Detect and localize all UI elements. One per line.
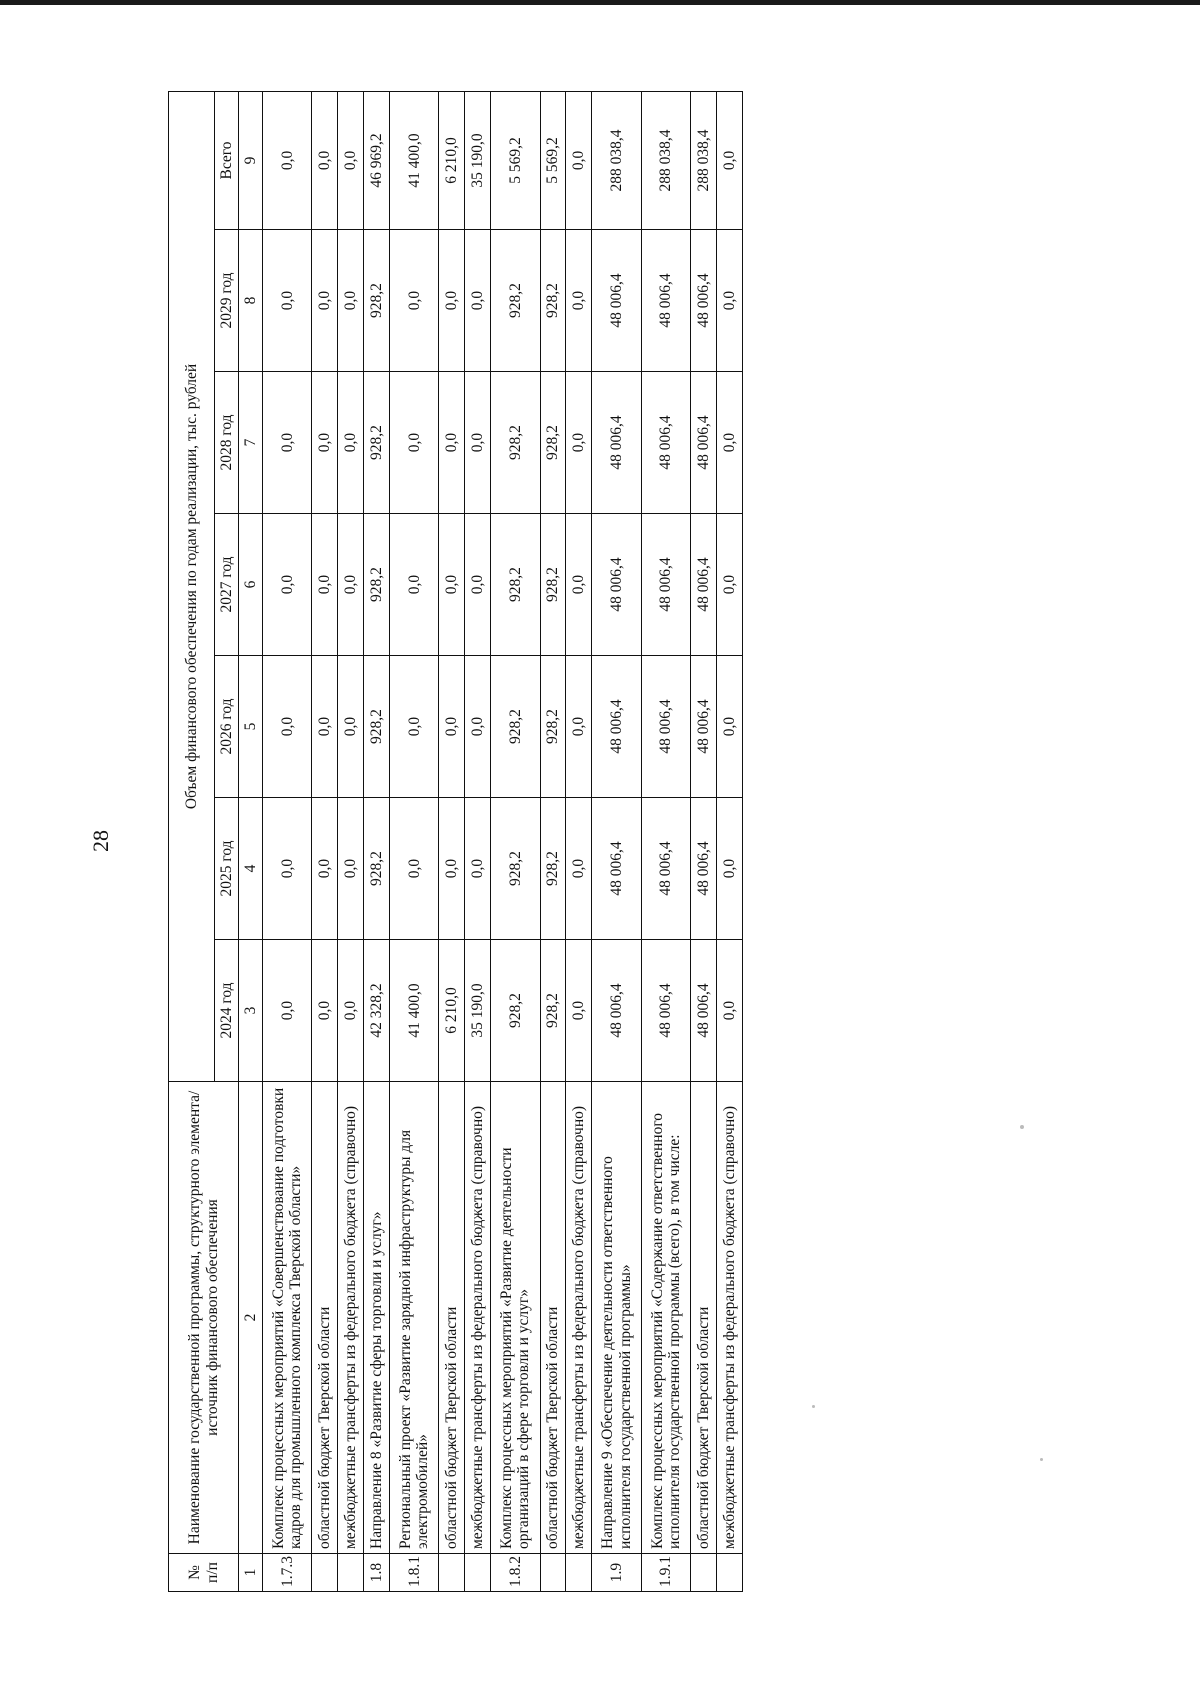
header-year: 2025 год	[215, 798, 239, 940]
row-name: областной бюджет Тверской области	[691, 1082, 717, 1554]
column-index: 4	[239, 798, 263, 940]
row-value: 928,2	[491, 230, 540, 372]
table-row	[364, 91, 390, 1591]
financing-table-container	[168, 92, 743, 1592]
table-row	[312, 91, 338, 1591]
row-value: 0,0	[465, 798, 491, 940]
header-total: Всего	[215, 91, 239, 229]
row-total: 35 190,0	[465, 91, 491, 229]
row-value: 0,0	[390, 230, 439, 372]
row-value: 0,0	[312, 514, 338, 656]
row-number	[439, 1554, 465, 1592]
row-value: 0,0	[263, 514, 312, 656]
table-row	[592, 91, 641, 1591]
row-value: 928,2	[540, 230, 566, 372]
row-value: 0,0	[338, 372, 364, 514]
column-index: 8	[239, 230, 263, 372]
table-row	[691, 91, 717, 1591]
row-value: 48 006,4	[641, 372, 690, 514]
row-name: областной бюджет Тверской области	[439, 1082, 465, 1554]
row-total: 5 569,2	[540, 91, 566, 229]
row-value: 48 006,4	[691, 230, 717, 372]
row-value: 928,2	[491, 656, 540, 798]
row-value: 0,0	[312, 798, 338, 940]
row-value: 48 006,4	[641, 940, 690, 1082]
row-total: 0,0	[566, 91, 592, 229]
header-year: 2027 год	[215, 514, 239, 656]
row-value: 0,0	[338, 940, 364, 1082]
row-value: 48 006,4	[592, 656, 641, 798]
row-value: 6 210,0	[439, 940, 465, 1082]
row-value: 0,0	[566, 656, 592, 798]
row-total: 0,0	[338, 91, 364, 229]
row-number: 1.7.3	[263, 1554, 312, 1592]
row-value: 928,2	[491, 372, 540, 514]
page-number: 28	[88, 830, 113, 852]
row-value: 928,2	[540, 372, 566, 514]
row-value: 0,0	[566, 230, 592, 372]
header-name: Наименование государственной программы, структурного элемента/источник финансового обеспечения	[169, 1082, 239, 1554]
table-row	[491, 91, 540, 1591]
row-value: 928,2	[540, 798, 566, 940]
row-value: 928,2	[540, 514, 566, 656]
row-number: 1.8	[364, 1554, 390, 1592]
row-value: 0,0	[439, 372, 465, 514]
row-value: 928,2	[540, 940, 566, 1082]
row-value: 928,2	[491, 940, 540, 1082]
row-value: 0,0	[465, 656, 491, 798]
row-value: 48 006,4	[592, 230, 641, 372]
row-value: 0,0	[390, 798, 439, 940]
row-value: 0,0	[566, 372, 592, 514]
row-value: 0,0	[465, 514, 491, 656]
row-value: 0,0	[439, 798, 465, 940]
row-value: 48 006,4	[592, 798, 641, 940]
row-value: 0,0	[465, 230, 491, 372]
row-name: Региональный проект «Развитие зарядной инфраструктуры для электромобилей»	[390, 1082, 439, 1554]
row-number	[717, 1554, 743, 1592]
row-total: 0,0	[312, 91, 338, 229]
column-index: 5	[239, 656, 263, 798]
scan-speck	[812, 1405, 815, 1408]
row-total: 288 038,4	[691, 91, 717, 229]
row-value: 0,0	[439, 656, 465, 798]
row-value: 48 006,4	[592, 940, 641, 1082]
row-value: 0,0	[312, 656, 338, 798]
column-index: 3	[239, 940, 263, 1082]
table-row	[338, 91, 364, 1591]
row-number: 1.8.1	[390, 1554, 439, 1592]
row-value: 0,0	[338, 798, 364, 940]
header-year: 2026 год	[215, 656, 239, 798]
row-number	[465, 1554, 491, 1592]
row-value: 0,0	[566, 940, 592, 1082]
row-value: 48 006,4	[641, 230, 690, 372]
row-value: 35 190,0	[465, 940, 491, 1082]
table-row	[717, 91, 743, 1591]
row-value: 0,0	[263, 656, 312, 798]
row-value: 48 006,4	[691, 372, 717, 514]
row-name: межбюджетные трансферты из федерального бюджета (справочно)	[717, 1082, 743, 1554]
row-value: 0,0	[338, 656, 364, 798]
row-value: 0,0	[312, 940, 338, 1082]
row-value: 48 006,4	[641, 656, 690, 798]
scan-speck	[1020, 1125, 1024, 1129]
row-value: 0,0	[717, 514, 743, 656]
column-index: 9	[239, 91, 263, 229]
row-value: 0,0	[338, 514, 364, 656]
row-value: 48 006,4	[691, 940, 717, 1082]
row-value: 928,2	[364, 798, 390, 940]
row-value: 0,0	[717, 940, 743, 1082]
row-value: 48 006,4	[641, 514, 690, 656]
column-index: 7	[239, 372, 263, 514]
row-number	[691, 1554, 717, 1592]
header-year: 2029 год	[215, 230, 239, 372]
row-value: 0,0	[390, 656, 439, 798]
row-name: межбюджетные трансферты из федерального бюджета (справочно)	[338, 1082, 364, 1554]
row-total: 41 400,0	[390, 91, 439, 229]
row-value: 48 006,4	[691, 798, 717, 940]
scan-top-edge	[0, 0, 1200, 5]
row-value: 0,0	[263, 230, 312, 372]
row-total: 288 038,4	[641, 91, 690, 229]
table-row	[566, 91, 592, 1591]
row-name: Направление 8 «Развитие сферы торговли и услуг»	[364, 1082, 390, 1554]
row-value: 0,0	[439, 514, 465, 656]
row-total: 0,0	[717, 91, 743, 229]
row-name: межбюджетные трансферты из федерального бюджета (справочно)	[465, 1082, 491, 1554]
header-num: № п/п	[169, 1554, 239, 1592]
row-value: 928,2	[540, 656, 566, 798]
row-value: 48 006,4	[592, 514, 641, 656]
row-total: 6 210,0	[439, 91, 465, 229]
row-number	[540, 1554, 566, 1592]
row-name: областной бюджет Тверской области	[540, 1082, 566, 1554]
row-value: 0,0	[717, 230, 743, 372]
row-number: 1.9	[592, 1554, 641, 1592]
row-value: 0,0	[263, 940, 312, 1082]
row-value: 48 006,4	[641, 798, 690, 940]
row-value: 0,0	[465, 372, 491, 514]
row-number	[312, 1554, 338, 1592]
row-value: 0,0	[263, 372, 312, 514]
financing-table	[168, 91, 743, 1592]
row-name: областной бюджет Тверской области	[312, 1082, 338, 1554]
column-index: 2	[239, 1082, 263, 1554]
row-value: 928,2	[364, 230, 390, 372]
header-year: 2024 год	[215, 940, 239, 1082]
row-value: 48 006,4	[691, 514, 717, 656]
row-value: 0,0	[390, 514, 439, 656]
table-row	[465, 91, 491, 1591]
row-value: 0,0	[439, 230, 465, 372]
row-value: 0,0	[566, 514, 592, 656]
row-name: межбюджетные трансферты из федерального бюджета (справочно)	[566, 1082, 592, 1554]
table-row	[390, 91, 439, 1591]
row-number	[566, 1554, 592, 1592]
row-value: 0,0	[312, 372, 338, 514]
row-name: Комплекс процессных мероприятий «Содержание ответственного исполнителя государственной программы (всего), в том числе:	[641, 1082, 690, 1554]
header-year: 2028 год	[215, 372, 239, 514]
scan-speck	[1040, 1458, 1043, 1461]
row-name: Комплекс процессных мероприятий «Развитие деятельности организаций в сфере торговли и услуг»	[491, 1082, 540, 1554]
row-value: 0,0	[338, 230, 364, 372]
row-total: 46 969,2	[364, 91, 390, 229]
row-value: 0,0	[717, 656, 743, 798]
row-value: 41 400,0	[390, 940, 439, 1082]
row-value: 928,2	[491, 514, 540, 656]
row-value: 0,0	[312, 230, 338, 372]
row-value: 0,0	[390, 372, 439, 514]
table-row	[641, 91, 690, 1591]
row-value: 48 006,4	[691, 656, 717, 798]
table-row	[439, 91, 465, 1591]
row-value: 928,2	[364, 514, 390, 656]
row-total: 288 038,4	[592, 91, 641, 229]
row-number	[338, 1554, 364, 1592]
row-value: 928,2	[364, 656, 390, 798]
table-row	[540, 91, 566, 1591]
row-name: Комплекс процессных мероприятий «Совершенствование подготовки кадров для промышленного комплекса Тверской области»	[263, 1082, 312, 1554]
row-value: 0,0	[566, 798, 592, 940]
row-value: 42 328,2	[364, 940, 390, 1082]
row-total: 0,0	[263, 91, 312, 229]
row-total: 5 569,2	[491, 91, 540, 229]
row-value: 0,0	[717, 372, 743, 514]
column-index: 6	[239, 514, 263, 656]
row-name: Направление 9 «Обеспечение деятельности ответственного исполнителя государственной программы»	[592, 1082, 641, 1554]
row-value: 0,0	[263, 798, 312, 940]
row-value: 928,2	[364, 372, 390, 514]
column-index: 1	[239, 1554, 263, 1592]
column-index-row	[239, 91, 263, 1591]
header-volume: Объем финансового обеспечения по годам реализации, тыс. рублей	[169, 91, 215, 1081]
row-value: 0,0	[717, 798, 743, 940]
row-value: 928,2	[491, 798, 540, 940]
row-value: 48 006,4	[592, 372, 641, 514]
row-number: 1.8.2	[491, 1554, 540, 1592]
row-number: 1.9.1	[641, 1554, 690, 1592]
table-row	[263, 91, 312, 1591]
